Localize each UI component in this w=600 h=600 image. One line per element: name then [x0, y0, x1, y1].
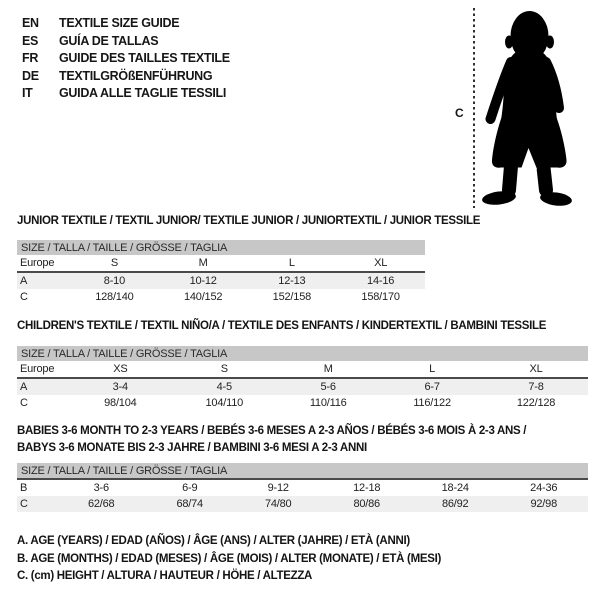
row-label: C — [20, 291, 28, 303]
language-code: EN — [22, 16, 39, 30]
size-value-cell: 14-16 — [336, 272, 425, 289]
language-code: DE — [22, 68, 39, 83]
table-row-b — [17, 479, 588, 496]
size-value-cell: 12-18 — [322, 479, 411, 496]
size-value-cell: 62/68 — [57, 496, 146, 512]
size-table-section-2 — [17, 423, 588, 512]
size-value-cell: 128/140 — [95, 291, 134, 303]
language-guide-title: GUÍA DE TALLAS — [59, 33, 159, 48]
language-row-it — [22, 85, 230, 103]
size-table-section-0 — [17, 215, 481, 305]
language-code: IT — [22, 86, 33, 101]
language-row-en — [22, 15, 230, 33]
size-header-row — [17, 346, 588, 361]
size-value-cell: 4-5 — [172, 378, 276, 395]
size-value-cell: 12-13 — [248, 272, 337, 289]
footnote-line-a: A. AGE (YEARS) / EDAD (AÑOS) / ÂGE (ANS) / ALTER (JAHRE) / ETÀ (ANNI) — [17, 535, 410, 547]
row-label: C — [17, 496, 57, 512]
size-table-section-1 — [17, 320, 588, 411]
language-guide-title: TEXTILGRÖßENFÜHRUNG — [59, 68, 213, 83]
row-label: Europe — [20, 363, 55, 375]
size-table — [17, 463, 588, 512]
size-header-bar: SIZE / TALLA / TAILLE / GRÖSSE / TAGLIA — [17, 240, 425, 255]
size-value-cell: 18-24 — [411, 479, 500, 496]
row-label: Europe — [20, 257, 55, 269]
section-title — [17, 320, 588, 332]
section-title-line: JUNIOR TEXTILE / TEXTIL JUNIOR/ TEXTILE JUNIOR / JUNIORTEXTIL / JUNIOR TESSILE — [17, 215, 481, 227]
height-measure-line — [473, 8, 475, 208]
table-row-c — [17, 289, 425, 305]
language-title-list — [22, 15, 230, 103]
language-row-es — [22, 33, 230, 51]
language-code: ES — [22, 33, 39, 48]
size-header-row — [17, 463, 588, 479]
size-value-cell: 10-12 — [159, 272, 248, 289]
size-value-cell: 8-10 — [70, 272, 159, 289]
row-label: B — [17, 479, 57, 496]
size-value-cell: M — [323, 363, 333, 375]
size-value-cell: 9-12 — [234, 479, 323, 496]
size-header-row — [17, 240, 425, 255]
size-value-cell: 140/152 — [183, 291, 223, 303]
size-value-cell: M — [198, 257, 208, 269]
size-value-cell: 104/110 — [205, 397, 244, 409]
table-row-c — [17, 395, 588, 411]
size-value-cell: 158/170 — [361, 291, 400, 303]
table-row-europe — [17, 361, 588, 378]
height-measure-label: C — [455, 106, 464, 120]
section-title-line: CHILDREN'S TEXTILE / TEXTIL NIÑO/A / TEXTILE DES ENFANTS / KINDERTEXTIL / BAMBINI TESSILE — [17, 320, 547, 332]
section-title — [17, 423, 588, 456]
size-value-cell: 80/86 — [322, 496, 411, 512]
language-guide-title: TEXTILE SIZE GUIDE — [59, 16, 180, 30]
size-value-cell: L — [288, 257, 295, 269]
size-value-cell: 92/98 — [499, 496, 588, 512]
size-value-cell: 122/128 — [516, 397, 556, 409]
language-guide-title: GUIDA ALLE TAGLIE TESSILI — [59, 86, 227, 101]
size-value-cell: 7-8 — [484, 378, 588, 395]
baby-silhouette-icon — [478, 4, 596, 209]
section-title-line: BABYS 3-6 MONATE BIS 2-3 JAHRE / BAMBINI 3-6 MESI A 2-3 ANNI — [17, 441, 367, 454]
size-value-cell: XS — [113, 363, 128, 375]
table-row-europe — [17, 255, 425, 272]
size-value-cell: 110/116 — [309, 397, 347, 409]
baby-figure-area — [452, 2, 600, 212]
row-label: C — [20, 397, 28, 409]
table-row-c — [17, 496, 588, 512]
size-value-cell: 24-36 — [499, 479, 588, 496]
size-table — [17, 346, 588, 411]
size-value-cell: XL — [374, 257, 388, 269]
size-value-cell: 74/80 — [234, 496, 323, 512]
table-row-a — [17, 272, 425, 289]
size-table — [17, 240, 425, 305]
section-title-line: BABIES 3-6 MONTH TO 2-3 YEARS / BEBÉS 3-6 MESES A 2-3 AÑOS / BÉBÉS 3-6 MOIS À 2-3 ANS / — [17, 425, 527, 437]
size-header-bar: SIZE / TALLA / TAILLE / GRÖSSE / TAGLIA — [17, 346, 588, 361]
footnote-line-c: C. (cm) HEIGHT / ALTURA / HAUTEUR / HÖHE / ALTEZZA — [17, 570, 313, 582]
size-value-cell: 152/158 — [272, 291, 312, 303]
language-row-fr — [22, 50, 230, 68]
language-code: FR — [22, 51, 39, 66]
size-value-cell: 6-9 — [145, 479, 234, 496]
size-header-bar: SIZE / TALLA / TAILLE / GRÖSSE / TAGLIA — [17, 463, 588, 479]
size-value-cell: 6-7 — [380, 378, 484, 395]
size-value-cell: 98/104 — [104, 397, 137, 409]
language-guide-title: GUIDE DES TAILLES TEXTILE — [59, 51, 230, 66]
size-value-cell: S — [110, 257, 118, 269]
size-value-cell: 5-6 — [276, 378, 380, 395]
table-row-a — [17, 378, 588, 395]
size-value-cell: 116/122 — [413, 397, 451, 409]
size-value-cell: 3-4 — [68, 378, 172, 395]
size-value-cell: L — [429, 363, 436, 375]
size-value-cell: XL — [529, 363, 543, 375]
row-label: A — [17, 272, 70, 289]
size-value-cell: 3-6 — [57, 479, 146, 496]
size-value-cell: 68/74 — [145, 496, 234, 512]
section-title — [17, 215, 481, 227]
size-value-cell: 86/92 — [411, 496, 500, 512]
size-value-cell: S — [220, 363, 228, 375]
footnotes — [17, 533, 441, 586]
language-row-de — [22, 68, 230, 86]
row-label: A — [17, 378, 68, 395]
footnote-line-b: B. AGE (MONTHS) / EDAD (MESES) / ÂGE (MOIS) / ALTER (MONATE) / ETÀ (MESI) — [17, 552, 442, 565]
